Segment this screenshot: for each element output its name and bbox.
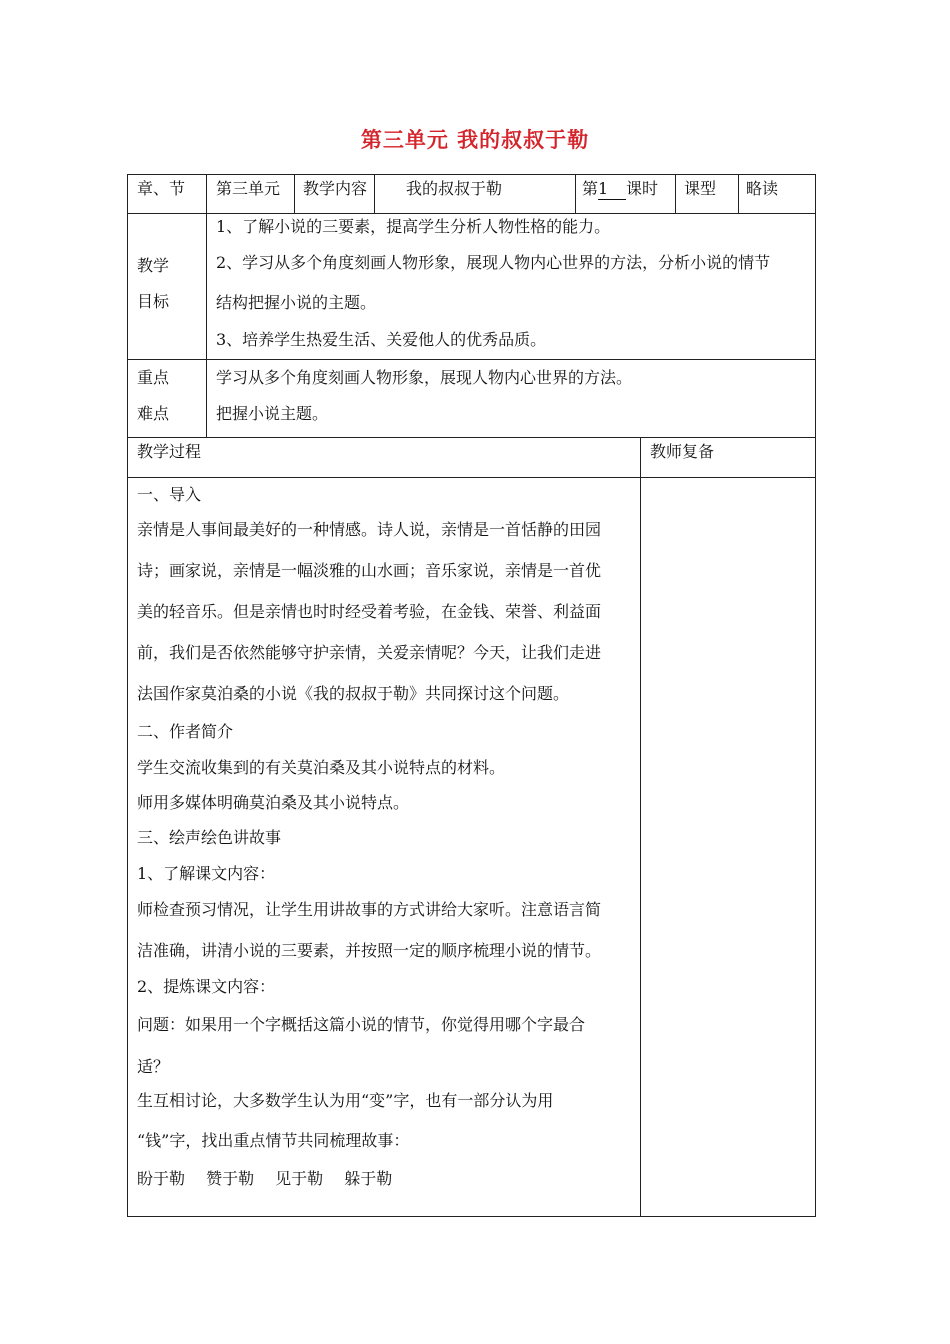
table-border-bottom bbox=[127, 1216, 816, 1217]
process-line: 师检查预习情况，让学生用讲故事的方式讲给大家听。注意语言简 bbox=[137, 900, 602, 919]
table-divider bbox=[206, 213, 207, 438]
type-label: 课型 bbox=[684, 179, 717, 198]
process-line: 学生交流收集到的有关莫泊桑及其小说特点的材料。 bbox=[137, 758, 506, 777]
process-line: 师用多媒体明确莫泊桑及其小说特点。 bbox=[137, 793, 410, 812]
table-border-right bbox=[815, 174, 816, 1217]
period-suffix: 课时 bbox=[626, 179, 659, 198]
chapter-value: 第三单元 bbox=[216, 179, 281, 198]
teacher-notes-area bbox=[641, 478, 815, 1216]
keypoints-label-line1: 重点 bbox=[137, 368, 170, 387]
table-divider bbox=[127, 359, 816, 360]
goal-item: 1、了解小说的三要素，提高学生分析人物性格的能力。 bbox=[216, 217, 611, 236]
goals-label-line2: 目标 bbox=[137, 292, 170, 311]
process-line: 适？ bbox=[137, 1057, 170, 1076]
process-line: 一、导入 bbox=[137, 485, 202, 504]
table-divider bbox=[675, 174, 676, 214]
table-border-top bbox=[127, 174, 816, 175]
table-divider bbox=[127, 213, 816, 214]
period-prefix: 第 bbox=[582, 179, 599, 198]
process-line: 2、提炼课文内容： bbox=[137, 977, 276, 996]
page-title: 第三单元 我的叔叔于勒 bbox=[360, 128, 590, 152]
chapter-label: 章、节 bbox=[137, 179, 186, 198]
table-divider bbox=[294, 174, 295, 214]
keypoint-item: 把握小说主题。 bbox=[216, 404, 329, 423]
content-label: 教学内容 bbox=[303, 179, 368, 198]
process-line: 问题：如果用一个字概括这篇小说的情节，你觉得用哪个字最合 bbox=[137, 1015, 586, 1034]
process-line: 生互相讨论，大多数学生认为用“变”字，也有一部分认为用 bbox=[137, 1091, 554, 1110]
period-number: 1 bbox=[598, 179, 626, 200]
process-line: 1、了解课文内容： bbox=[137, 864, 276, 883]
process-line: 洁准确，讲清小说的三要素，并按照一定的顺序梳理小说的情节。 bbox=[137, 941, 602, 960]
process-line: 前，我们是否依然能够守护亲情，关爱亲情呢？今天，让我们走进 bbox=[137, 643, 602, 662]
process-line: 亲情是人事间最美好的一种情感。诗人说，亲情是一首恬静的田园 bbox=[137, 520, 602, 539]
process-line: 美的轻音乐。但是亲情也时时经受着考验，在金钱、荣誉、利益面 bbox=[137, 602, 602, 621]
goal-item: 3、培养学生热爱生活、关爱他人的优秀品质。 bbox=[216, 330, 547, 349]
period-field bbox=[582, 179, 658, 200]
table-divider bbox=[575, 174, 576, 214]
goals-label-line1: 教学 bbox=[137, 256, 170, 275]
process-line: 盼于勒 赞于勒 见于勒 躲于勒 bbox=[137, 1169, 393, 1188]
keypoints-label-line2: 难点 bbox=[137, 404, 170, 423]
process-header: 教学过程 bbox=[137, 442, 202, 461]
table-divider bbox=[127, 437, 816, 438]
process-line: 诗；画家说，亲情是一幅淡雅的山水画；音乐家说，亲情是一首优 bbox=[137, 561, 602, 580]
teacher-notes-header: 教师复备 bbox=[650, 442, 715, 461]
table-divider bbox=[206, 174, 207, 214]
process-line: 三、绘声绘色讲故事 bbox=[137, 828, 282, 847]
type-value: 略读 bbox=[746, 179, 779, 198]
table-border-left bbox=[127, 174, 128, 1217]
process-line: 二、作者简介 bbox=[137, 722, 234, 741]
process-line: “钱”字，找出重点情节共同梳理故事： bbox=[137, 1131, 410, 1150]
process-line: 法国作家莫泊桑的小说《我的叔叔于勒》共同探讨这个问题。 bbox=[137, 684, 570, 703]
table-divider bbox=[374, 174, 375, 214]
keypoint-item: 学习从多个角度刻画人物形象，展现人物内心世界的方法。 bbox=[216, 368, 633, 387]
goal-item: 2、学习从多个角度刻画人物形象，展现人物内心世界的方法，分析小说的情节 bbox=[216, 253, 771, 272]
goal-item: 结构把握小说的主题。 bbox=[216, 293, 377, 312]
table-divider bbox=[738, 174, 739, 214]
content-value: 我的叔叔于勒 bbox=[406, 179, 503, 198]
